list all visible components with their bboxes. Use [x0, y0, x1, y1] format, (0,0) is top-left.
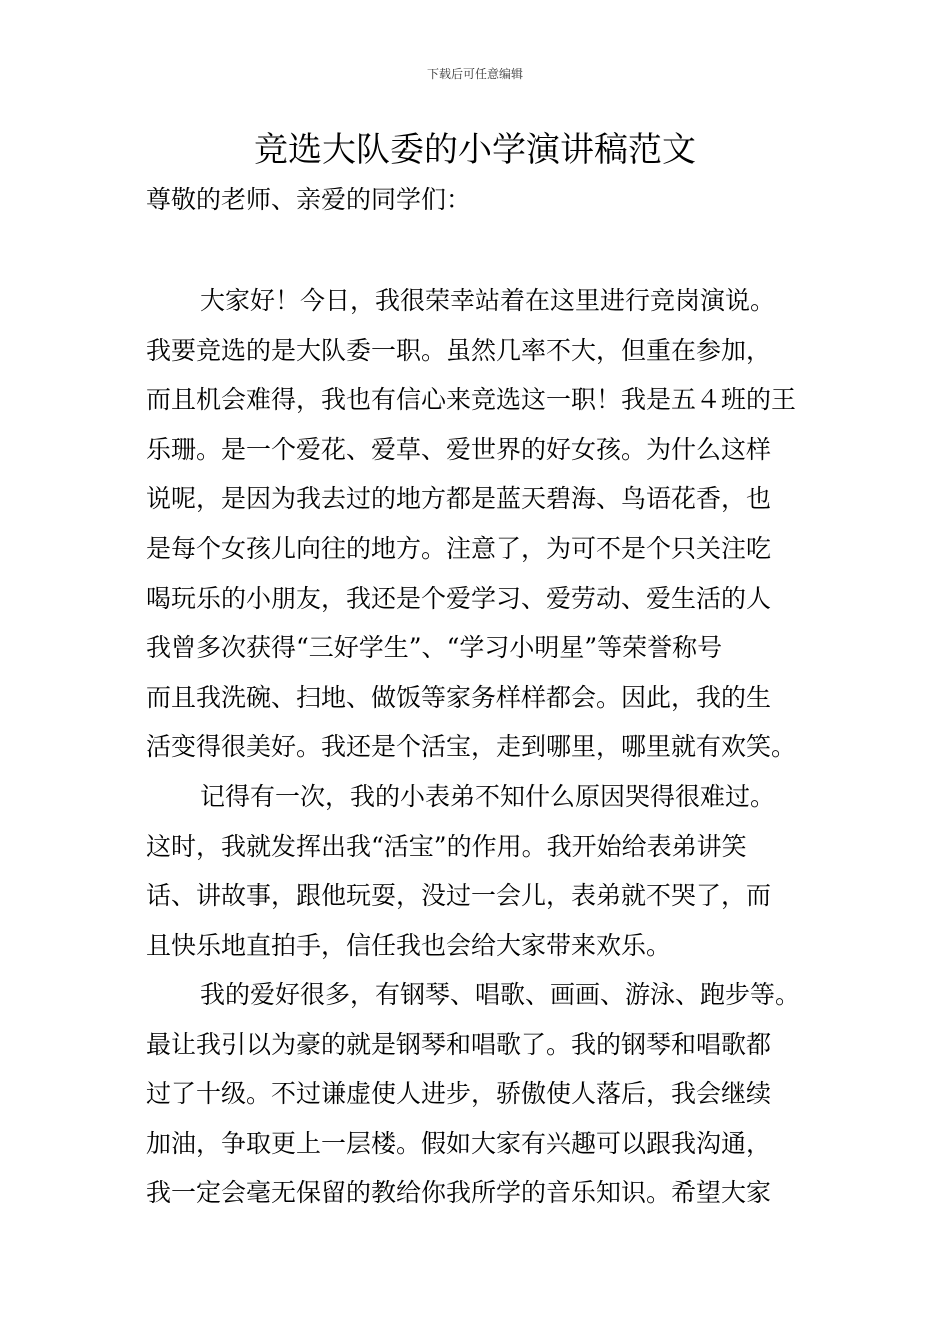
paragraph-line: 且快乐地直拍手，信任我也会给大家带来欢乐。	[146, 930, 672, 960]
paragraph-line: 而且机会难得，我也有信心来竞选这一职！我是五４班的王	[146, 385, 797, 415]
paragraph-line: 话、讲故事，跟他玩耍，没过一会儿，表弟就不哭了，而	[146, 881, 772, 911]
paragraph-line: 活变得很美好。我还是个活宝，走到哪里，哪里就有欢笑。	[146, 732, 797, 762]
paragraph-3	[146, 970, 836, 1218]
paragraph-2	[146, 772, 836, 970]
paragraph-line: 加油，争取更上一层楼。假如大家有兴趣可以跟我沟通，	[146, 1128, 772, 1158]
paragraph-line: 最让我引以为豪的就是钢琴和唱歌了。我的钢琴和唱歌都	[146, 1029, 772, 1059]
salutation: 尊敬的老师、亲爱的同学们：	[146, 185, 472, 214]
paragraph-line: 我一定会毫无保留的教给你我所学的音乐知识。希望大家	[146, 1178, 772, 1208]
header-note: 下载后可任意编辑	[426, 67, 523, 81]
paragraph-line: 喝玩乐的小朋友，我还是个爱学习、爱劳动、爱生活的人	[146, 583, 772, 613]
paragraph-line: 乐珊。是一个爱花、爱草、爱世界的好女孩。为什么这样	[146, 434, 772, 464]
paragraph-line: 我的爱好很多，有钢琴、唱歌、画画、游泳、跑步等。	[200, 980, 801, 1009]
paragraph-line: 我要竞选的是大队委一职。虽然几率不大，但重在参加，	[146, 335, 772, 365]
paragraph-line: 我曾多次获得“三好学生”、“学习小明星”等荣誉称号	[146, 633, 723, 663]
paragraph-1	[146, 276, 836, 772]
paragraph-line: 大家好！今日，我很荣幸站着在这里进行竞岗演说。	[200, 286, 776, 315]
paragraph-line: 是每个女孩儿向往的地方。注意了，为可不是个只关注吃	[146, 533, 772, 563]
paragraph-line: 记得有一次，我的小表弟不知什么原因哭得很难过。	[200, 782, 776, 811]
paragraph-line: 过了十级。不过谦虚使人进步，骄傲使人落后，我会继续	[146, 1079, 772, 1109]
paragraph-line: 而且我洗碗、扫地、做饭等家务样样都会。因此，我的生	[146, 682, 772, 712]
paragraph-line: 说呢，是因为我去过的地方都是蓝天碧海、鸟语花香，也	[146, 484, 772, 514]
document-title: 竞选大队委的小学演讲稿范文	[254, 130, 696, 170]
paragraph-line: 这时，我就发挥出我“活宝”的作用。我开始给表弟讲笑	[146, 831, 747, 861]
